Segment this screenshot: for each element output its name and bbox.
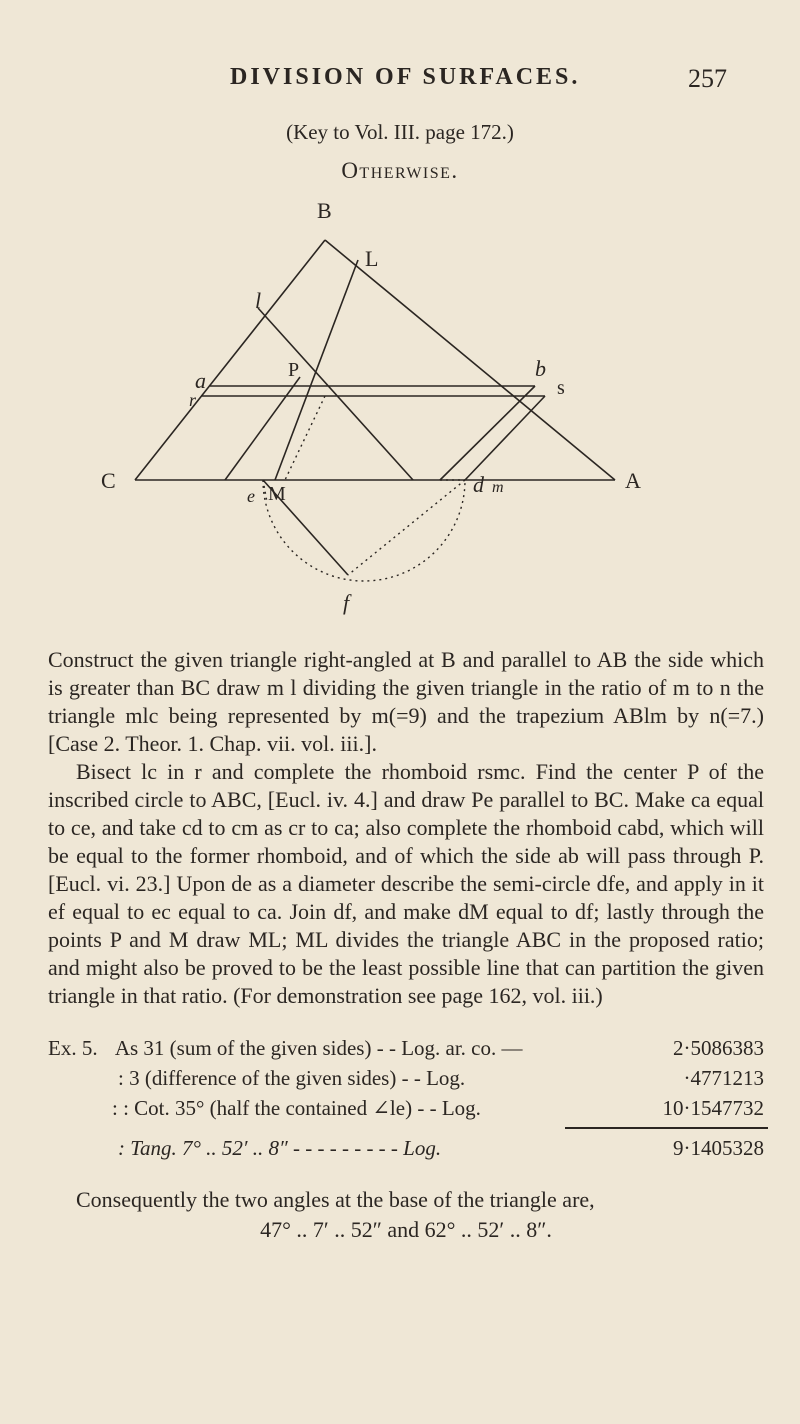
line-pe	[225, 377, 300, 480]
label-f: f	[343, 590, 350, 615]
example-row-4	[48, 1136, 764, 1161]
running-head	[0, 64, 800, 100]
label-a: a	[195, 368, 206, 393]
label-s: s	[557, 377, 565, 399]
label-B: B	[317, 198, 332, 223]
geometry-figure	[95, 180, 655, 620]
label-A: A	[625, 468, 641, 493]
page-number: 257	[688, 64, 727, 93]
running-title: DIVISION OF SURFACES.	[230, 64, 581, 90]
conclusion-line-1: Consequently the two angles at the base of the triangle are,	[76, 1187, 595, 1212]
label-l: l	[255, 288, 262, 313]
side-ba	[325, 240, 615, 480]
example-row-3	[48, 1096, 764, 1121]
line-bd	[440, 386, 535, 480]
label-r: r	[189, 390, 197, 410]
dotted-df	[348, 480, 465, 575]
label-m: m	[492, 479, 504, 496]
example-row-text: As 31 (sum of the given sides) - - Log. ar. co. —	[114, 1036, 523, 1060]
example-row-text: : : Cot. 35° (half the contained ∠le) - - Log.	[112, 1096, 481, 1120]
conclusion-line-2: 47° .. 7′ .. 52″ and 62° .. 52′ .. 8″.	[260, 1217, 552, 1242]
example-row-2	[48, 1066, 764, 1091]
sum-rule	[565, 1127, 768, 1129]
label-P: P	[288, 359, 300, 381]
label-L: L	[365, 246, 379, 271]
semicircle-dfe	[263, 480, 465, 581]
section-heading: Otherwise.	[341, 158, 459, 183]
body-text	[48, 646, 764, 1010]
paragraph-construction: Construct the given triangle right-angled at B and parallel to AB the side which is greater than BC draw m l dividing the given triangle in the ratio of m to n the triangle mlc being represented by m(=9) and the trapezium ABlm by n(=7.) [Case 2. Theor. 1. Chap. vii. vol. iii.].	[48, 647, 764, 756]
example-row-1	[48, 1036, 764, 1061]
line-ml	[258, 308, 413, 480]
example-label: Ex. 5.	[48, 1036, 98, 1060]
example-row-text: : 3 (difference of the given sides) - - Log.	[118, 1066, 466, 1090]
label-e: e	[247, 486, 255, 506]
triangle-diagram	[95, 180, 655, 620]
example-row-value: 2·5086383	[673, 1036, 764, 1060]
label-C: C	[101, 468, 116, 493]
example-row-text: : Tang. 7° .. 52′ .. 8″ - - - - - - - - - Log.	[118, 1136, 442, 1160]
example-row-value: 9·1405328	[673, 1136, 764, 1160]
label-M: M	[268, 483, 286, 505]
line-sd	[465, 396, 545, 480]
volume-reference: (Key to Vol. III. page 172.)	[286, 120, 514, 144]
example-row-value: 10·1547732	[662, 1096, 764, 1120]
label-b: b	[535, 356, 546, 381]
conclusion	[48, 1185, 764, 1245]
paragraph-method: Bisect lc in r and complete the rhomboid rsmc. Find the center P of the inscribed circle to ABC, [Eucl. iv. 4.] and draw Pe parallel to BC. Make ca equal to ce, and take cd to cm as cr to ca; also complete the rhomboid cabd, which will be equal to the former rhomboid, and of which the side ab will pass through P. [Eucl. vi. 23.] Upon de as a diameter describe the semi-circle dfe, and apply in it ef equal to ec equal to ca. Join df, and make dM equal to df; lastly through the points P and M draw ML; ML divides the triangle ABC in the proposed ratio; and might also be proved to be the least possible line that can partition the given triangle in that ratio. (For demonstration see page 162, vol. iii.)	[48, 759, 764, 1008]
example-row-value: ·4771213	[683, 1066, 764, 1090]
label-d: d	[473, 472, 484, 497]
